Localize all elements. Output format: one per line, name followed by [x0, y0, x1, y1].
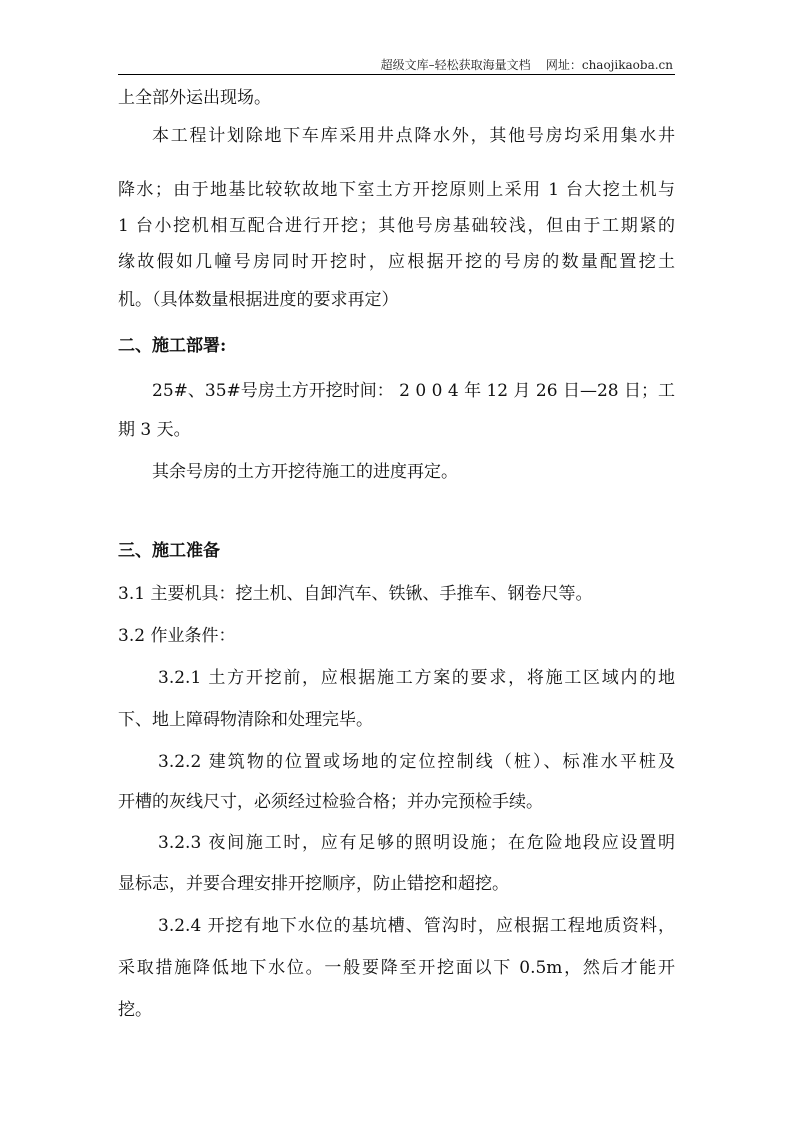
text-line: 1 台小挖机相互配合进行开挖；其他号房基础较浅，但由于工期紧的 [118, 216, 675, 236]
text-line: 3.2 作业条件： [118, 626, 236, 646]
page-header: 超级文库–轻松获取海量文档 网址：chaojikaoba.cn [380, 58, 673, 72]
section-heading: 三、施工准备 [118, 541, 220, 561]
text-line: 采取措施降低地下水位。一般要降至开挖面以下 0.5m，然后才能开 [118, 958, 675, 978]
text-line: 上全部外运出现场。 [118, 88, 271, 108]
text-line: 3.2.4 开挖有地下水位的基坑槽、管沟时，应根据工程地质资料， [158, 916, 675, 936]
text-line: 显标志，并要合理安排开挖顺序，防止错挖和超挖。 [118, 874, 509, 894]
text-line: 3.2.2 建筑物的位置或场地的定位控制线（桩）、标准水平桩及 [158, 752, 675, 772]
text-line: 期 3 天。 [118, 420, 191, 440]
text-line: 挖。 [118, 1000, 152, 1020]
text-line: 本工程计划除地下车库采用井点降水外，其他号房均采用集水井 [152, 126, 675, 146]
text-line: 缘故假如几幢号房同时开挖时，应根据开挖的号房的数量配置挖土 [118, 252, 675, 272]
text-line: 降水；由于地基比较软故地下室土方开挖原则上采用 1 台大挖土机与 [118, 180, 675, 200]
text-line: 25#、35#号房土方开挖时间： 2 0 0 4 年 12 月 26 日—28 日；工 [152, 381, 675, 401]
section-heading: 二、施工部署: [118, 336, 227, 356]
text-line: 其余号房的土方开挖待施工的进度再定。 [152, 462, 458, 482]
text-line: 3.2.3 夜间施工时，应有足够的照明设施；在危险地段应设置明 [158, 833, 675, 853]
header-rule [118, 74, 675, 75]
text-line: 开槽的灰线尺寸，必须经过检验合格；并办完预检手续。 [118, 792, 543, 812]
text-line: 下、地上障碍物清除和处理完毕。 [118, 710, 373, 730]
text-line: 3.2.1 土方开挖前，应根据施工方案的要求，将施工区域内的地 [158, 668, 675, 688]
text-line: 3.1 主要机具：挖土机、自卸汽车、铁锹、手推车、钢卷尺等。 [118, 584, 593, 604]
text-line: 机。（具体数量根据进度的要求再定） [118, 290, 399, 310]
